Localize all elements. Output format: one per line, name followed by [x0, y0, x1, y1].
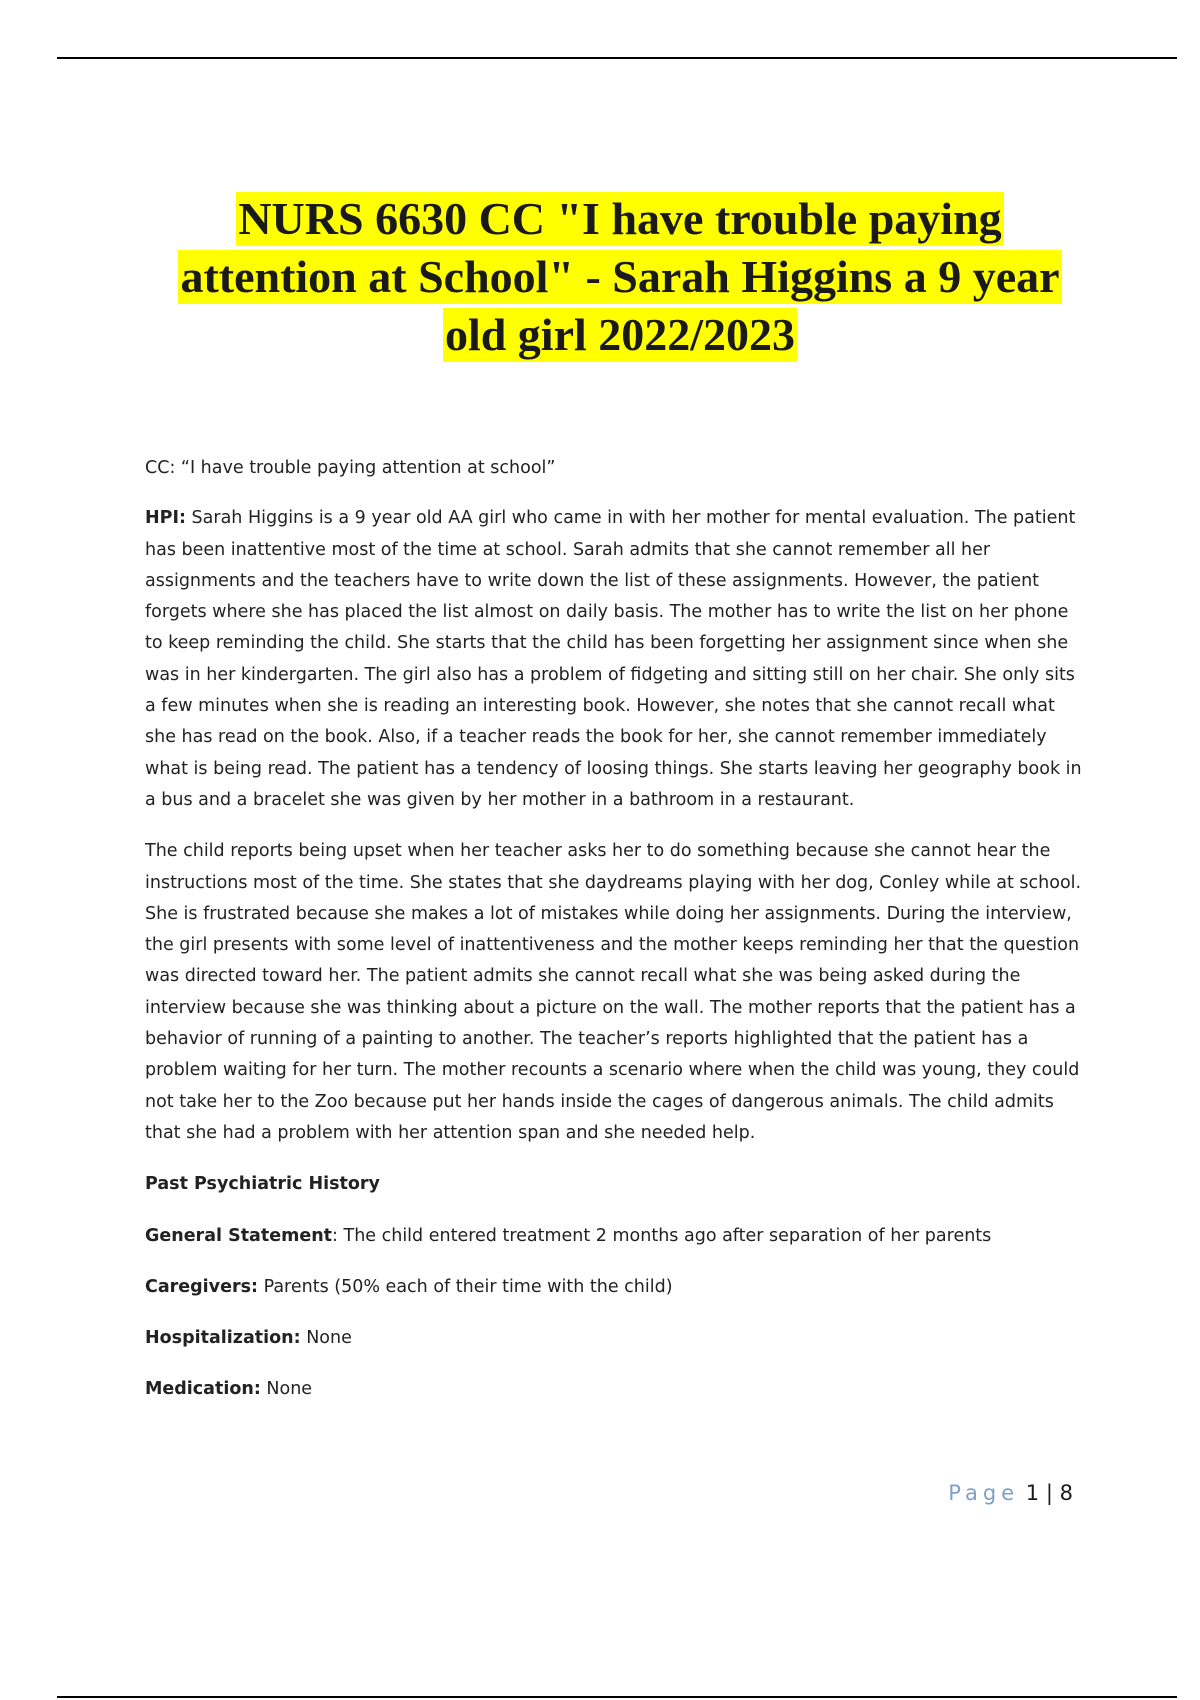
section-heading-past-psychiatric-history: Past Psychiatric History: [145, 1174, 380, 1195]
field-value: The child entered treatment 2 months ago after separation of her parents: [337, 1225, 992, 1246]
chief-complaint: CC: “I have trouble paying attention at school”: [145, 458, 556, 478]
field-hospitalization: [145, 1323, 1090, 1354]
field-value: Parents (50% each of their time with the child): [258, 1276, 673, 1297]
total-pages: 8: [1059, 1481, 1073, 1505]
history-paragraph: The child reports being upset when her teacher asks her to do something because she cannot hear the instructions most of the time. She states that she daydreams playing with her dog, Conley while at school. She is frustrated because she makes a lot of mistakes while doing her assignments. During the interview, the girl presents with some level of inattentiveness and the mother keeps reminding her that the question was directed toward her. The patient admits she cannot recall what she was being asked during the interview because she was thinking about a picture on the wall. The mother reports that the patient has a behavior of running of a painting to another. The teacher’s reports highlighted that the patient has a problem waiting for her turn. The mother recounts a scenario where when the child was young, they could not take her to the Zoo because put her hands inside the cages of dangerous animals. The child admits that she had a problem with her attention span and she needed help.: [145, 841, 1082, 1143]
document-body: [145, 453, 1090, 1426]
hpi-paragraph: [145, 503, 1090, 816]
top-rule: [57, 57, 1177, 59]
bottom-rule: [57, 1696, 1177, 1698]
page-number: [948, 1481, 1073, 1505]
field-label: Hospitalization:: [145, 1328, 301, 1349]
title-line-1: NURS 6630 CC "I have trouble paying: [238, 193, 1002, 244]
page-word: Page: [948, 1481, 1020, 1505]
field-label: Medication:: [145, 1379, 261, 1400]
title-line-2: attention at School" - Sarah Higgins a 9 year: [180, 251, 1060, 302]
field-label: Caregivers:: [145, 1276, 258, 1297]
field-value: None: [260, 1379, 313, 1400]
current-page: 1: [1025, 1481, 1040, 1505]
field-label: General Statement: [145, 1225, 333, 1246]
title-line-3: old girl 2022/2023: [444, 309, 796, 360]
field-value: None: [300, 1328, 352, 1349]
field-caregivers: [145, 1272, 1090, 1303]
hpi-text: Sarah Higgins is a 9 year old AA girl who came in with her mother for mental evaluation. The patient has been inattentive most of the time at school. Sarah admits that she cannot remember all her assignments and the teachers have to write down the list of these assignments. However, the patient forgets where she has placed the list almost on daily basis. The mother has to write the list on her phone to keep reminding the child. She starts that the child has been forgetting her assignment since when she was in her kindergarten. The girl also has a problem of fidgeting and sitting still on her chair. She only sits a few minutes when she is reading an interesting book. However, she notes that she cannot recall what she has read on the book. Also, if a teacher reads the book for her, she cannot remember immediately what is being read. The patient has a tendency of loosing things. She starts leaving her geography book in a bus and a bracelet she was given by her mother in a bathroom in a restaurant.: [145, 508, 1082, 810]
field-medication: [145, 1374, 1090, 1405]
document-title: [60, 190, 1180, 364]
field-separator: :: [332, 1225, 338, 1246]
page-separator: |: [1045, 1481, 1053, 1505]
hpi-label: HPI:: [145, 508, 186, 529]
field-general-statement: [145, 1221, 1090, 1252]
